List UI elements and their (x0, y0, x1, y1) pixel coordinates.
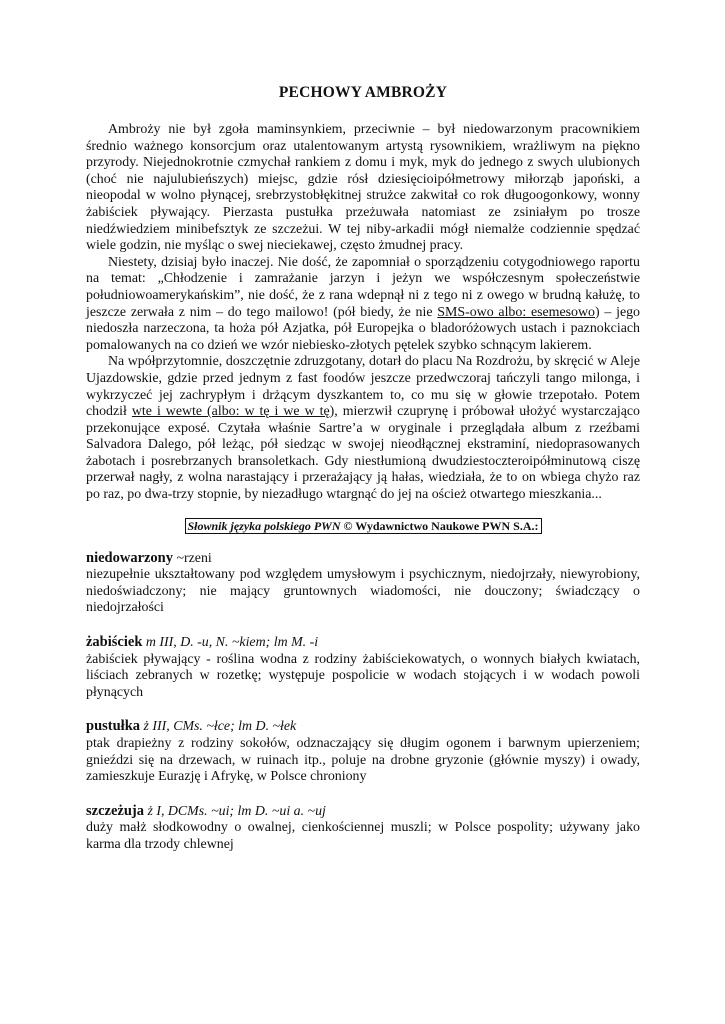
underlined-phrase: SMS-owo albo: esemesowo (437, 304, 595, 320)
entry-header (86, 634, 640, 652)
entry-headword: szczeżuja (86, 802, 144, 819)
entry-header (86, 550, 640, 568)
dictionary-source (86, 518, 640, 534)
story-text (86, 122, 640, 504)
entry-definition: duży małż słodkowodny o owalnej, cienkościennej muszli; w Polsce pospolity; używany jako karma dla trzody chlewnej (86, 820, 640, 852)
paragraph-1: Ambroży nie był zgoła maminsynkiem, przeciwnie – był niedowarzonym pracownikiem średnio ważnego konsorcjum oraz utalentowanym artystą rysownikiem, wrażliwym na piękno przyrody. Niejednokrotnie czmychał rankiem z domu i myk, myk do jednego z swych ulubionych (choć nie najulubieńszych) miejsc, gdzie rósł dziesięcioipółmetrowy miłorząb japoński, a nieopodal w wolno płynącej, srebrzystobłękitnej strużce zakwitał co rok długoogonkowy, wonny żabiściek pływający. Pierzasta pustułka przeżuwała natomiast ze zsiniałym po trosze niedźwiedziem minibefsztyk ze szczeżui. W tej niby-arkadii mógł niemalże codziennie spędzać wiele godzin, nie myśląc o swej nieciekawej, często żmudnej pracy. (86, 122, 640, 254)
entry-grammar: ~rzeni (173, 550, 212, 566)
entry-definition: niezupełnie ukształtowany pod względem umysłowym i psychicznym, niedojrzały, niewyrobiony, niedoświadczony; nie mający gruntownych wiadomości, nie douczony; świadczący o niedojrzałości (86, 567, 640, 616)
paragraph-2: Niestety, dzisiaj było inaczej. Nie dość, że zapomniał o sporządzeniu cotygodniowego raportu na temat: „Chłodzenie i zamrażanie jarzyn i jeżyn we współczesnym społeczeństwie południowoamerykańskim”, nie dość, że z rana wdepnął ni z tego ni z owego w brudną kałużę, to jeszcze zerwała z nim – do tego mailowo! (pół biedy, że nie SMS-owo albo: esemesowo) – jego niedoszła narzeczona, ta hoża pół Azjatka, pół Europejka o bladoróżowych ustach i paznokciach pomalowanych na co dzień we wzór niebiesko-złotych pętelek szybko schnącym lakierem. (86, 254, 640, 353)
dictionary-entry (86, 550, 640, 617)
entry-header (86, 718, 640, 736)
entry-grammar: ż III, CMs. ~łce; lm D. ~łek (140, 719, 297, 735)
dictionary-entry (86, 803, 640, 854)
entry-headword: żabiściek (86, 634, 143, 651)
entry-headword: niedowarzony (86, 549, 173, 566)
entry-header (86, 803, 640, 821)
entry-definition: ptak drapieżny z rodziny sokołów, odznaczający się długim ogonem i barwnym upierzeniem; gnieździ się na drzewach, w ruinach itp., poluje na drobne gryzonie (głównie myszy) i owady, zamieszkuje Eurazję i Afrykę, w Polsce chroniony (86, 736, 640, 785)
entry-headword: pustułka (86, 718, 141, 735)
dictionary-entry (86, 634, 640, 701)
paragraph-3: Na wpółprzytomnie, doszczętnie zdruzgotany, dotarł do placu Na Rozdrożu, by skręcić w Aleje Ujazdowskie, gdzie przed jednym z fast foodów jeszcze przedwczoraj tańczyli tango milonga, i wykrzyczeć jej zachrypłym i drżącym dyszkantem to, co mu się w głowie trzepotało. Potem chodził wte i wewte (albo: w tę i we w tę), mierzwił czuprynę i próbował ułożyć wystarczająco przekonujące exposé. Czytała właśnie Sartre’a w oryginale i przeglądała album z rzeźbami Salvadora Dalego, pół leżąc, pół siedząc w swojej nieodłącznej ekstraminí, niedoprasowanych żabotach i posrebrzanych bransoletkach. Gdy niestłumioną dwudziestoczteroipółminutową ciszę przerwał nagły, z wolna narastający i przerażający ją hałas, wiedziała, że to on wbiega chyżo raz po raz, po dwa-trzy stopnie, by niezadługo wtargnąć do jej na oścież otwartego mieszkania... (86, 354, 640, 503)
document-title: PECHOWY AMBROŻY (278, 84, 448, 101)
entry-definition: żabiściek pływający - roślina wodna z rodziny żabiściekowatych, o wonnych białych kwiatach, liściach zebranych w rozetkę; występuje pospolicie w wodach stojących i w wodach powoli płynących (86, 651, 640, 700)
entry-grammar: m III, D. -u, N. ~kiem; lm M. -i (142, 635, 319, 651)
entry-grammar: ż I, DCMs. ~ui; lm D. ~ui a. ~uj (143, 803, 326, 819)
dictionary-entry (86, 718, 640, 785)
source-box: Słownik języka polskiego PWN © Wydawnictwo Naukowe PWN S.A.: (185, 518, 542, 534)
underlined-phrase: wte i wewte (albo: w tę i we w tę), (131, 404, 338, 420)
document-page (86, 84, 640, 871)
